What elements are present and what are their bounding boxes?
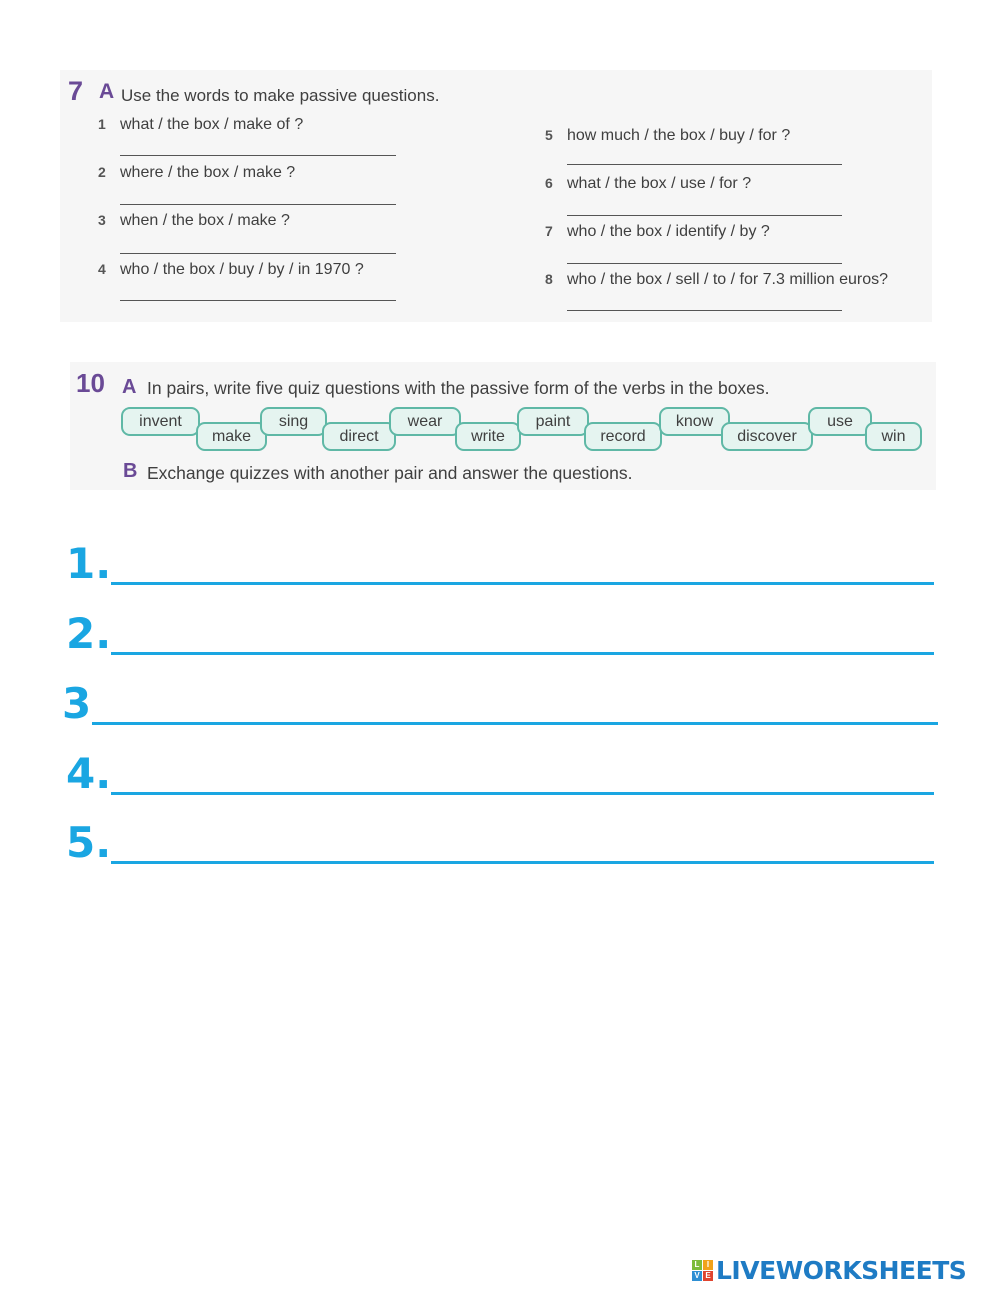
exercise-part-letter: A xyxy=(99,80,115,103)
question-number: 7 xyxy=(545,223,553,239)
logo-mark-icon xyxy=(692,1260,713,1281)
verb-chip-record: record xyxy=(584,422,662,451)
verb-chip-make: make xyxy=(196,422,267,451)
question-number: 8 xyxy=(545,271,553,287)
exercise-instruction: In pairs, write five quiz questions with the passive form of the verbs in the boxes. xyxy=(147,378,770,398)
logo-mark-letter: L xyxy=(692,1260,702,1270)
logo-text: LIVEWORKSHEETS xyxy=(716,1255,967,1285)
answer-number: 1. xyxy=(66,539,112,588)
logo-mark-letter: V xyxy=(692,1271,702,1281)
exercise-10-panel xyxy=(70,362,936,490)
question-text: who / the box / sell / to / for 7.3 million euros? xyxy=(567,271,889,288)
verb-chip-win: win xyxy=(865,422,922,451)
answer-input-line[interactable] xyxy=(111,652,934,655)
question-text: when / the box / make ? xyxy=(120,212,290,229)
question-text: where / the box / make ? xyxy=(120,164,296,181)
exercise-number: 7 xyxy=(68,76,84,106)
answer-input-line[interactable] xyxy=(111,861,934,864)
answer-input-line[interactable] xyxy=(111,792,934,795)
question-item xyxy=(545,223,770,241)
question-item xyxy=(545,271,888,289)
verb-chip-invent: invent xyxy=(121,407,200,436)
logo-mark-letter: I xyxy=(703,1260,713,1270)
question-number: 1 xyxy=(98,116,106,132)
verb-chip-sing: sing xyxy=(260,407,327,436)
verb-chip-wear: wear xyxy=(389,407,461,436)
question-number: 5 xyxy=(545,127,553,143)
answer-line[interactable] xyxy=(567,215,842,216)
answer-row xyxy=(0,743,1000,798)
answer-line[interactable] xyxy=(120,204,396,205)
question-number: 2 xyxy=(98,164,106,180)
question-number: 4 xyxy=(98,261,106,277)
exercise-part-letter: B xyxy=(123,460,138,482)
answer-input-line[interactable] xyxy=(111,582,934,585)
answer-line[interactable] xyxy=(567,310,842,311)
answer-number: 5. xyxy=(66,818,112,867)
logo-mark-letter: E xyxy=(703,1271,713,1281)
answer-row xyxy=(0,673,1000,728)
question-number: 3 xyxy=(98,212,106,228)
answer-number: 4. xyxy=(66,749,112,798)
answer-line[interactable] xyxy=(120,300,396,301)
question-item xyxy=(98,164,295,182)
question-text: who / the box / buy / by / in 1970 ? xyxy=(120,261,364,278)
answer-number: 2. xyxy=(66,609,112,658)
question-item xyxy=(98,212,290,230)
answer-number: 3 xyxy=(62,679,92,728)
answer-line[interactable] xyxy=(567,263,842,264)
exercise-instruction: Exchange quizzes with another pair and answer the questions. xyxy=(147,463,633,483)
question-item xyxy=(545,175,751,193)
exercise-number: 10 xyxy=(76,368,105,398)
answer-row xyxy=(0,533,1000,588)
verb-chip-use: use xyxy=(808,407,872,436)
question-text: who / the box / identify / by ? xyxy=(567,223,770,240)
question-text: how much / the box / buy / for ? xyxy=(567,127,791,144)
question-item xyxy=(98,261,364,279)
question-item xyxy=(98,116,303,134)
verb-chip-direct: direct xyxy=(322,422,396,451)
exercise-instruction: Use the words to make passive questions. xyxy=(121,86,440,105)
liveworksheets-logo[interactable] xyxy=(692,1256,966,1284)
answer-row xyxy=(0,603,1000,658)
answer-line[interactable] xyxy=(120,253,396,254)
question-number: 6 xyxy=(545,175,553,191)
verb-chip-know: know xyxy=(659,407,730,436)
answer-line[interactable] xyxy=(567,164,842,165)
question-text: what / the box / use / for ? xyxy=(567,175,752,192)
exercise-7-panel xyxy=(60,70,932,322)
question-item xyxy=(545,127,790,145)
verb-chip-discover: discover xyxy=(721,422,813,451)
answer-input-line[interactable] xyxy=(92,722,938,725)
verb-chip-write: write xyxy=(455,422,521,451)
exercise-part-letter: A xyxy=(122,376,137,398)
verb-chip-paint: paint xyxy=(517,407,589,436)
answer-line[interactable] xyxy=(120,155,396,156)
answer-row xyxy=(0,812,1000,867)
question-text: what / the box / make of ? xyxy=(120,116,304,133)
